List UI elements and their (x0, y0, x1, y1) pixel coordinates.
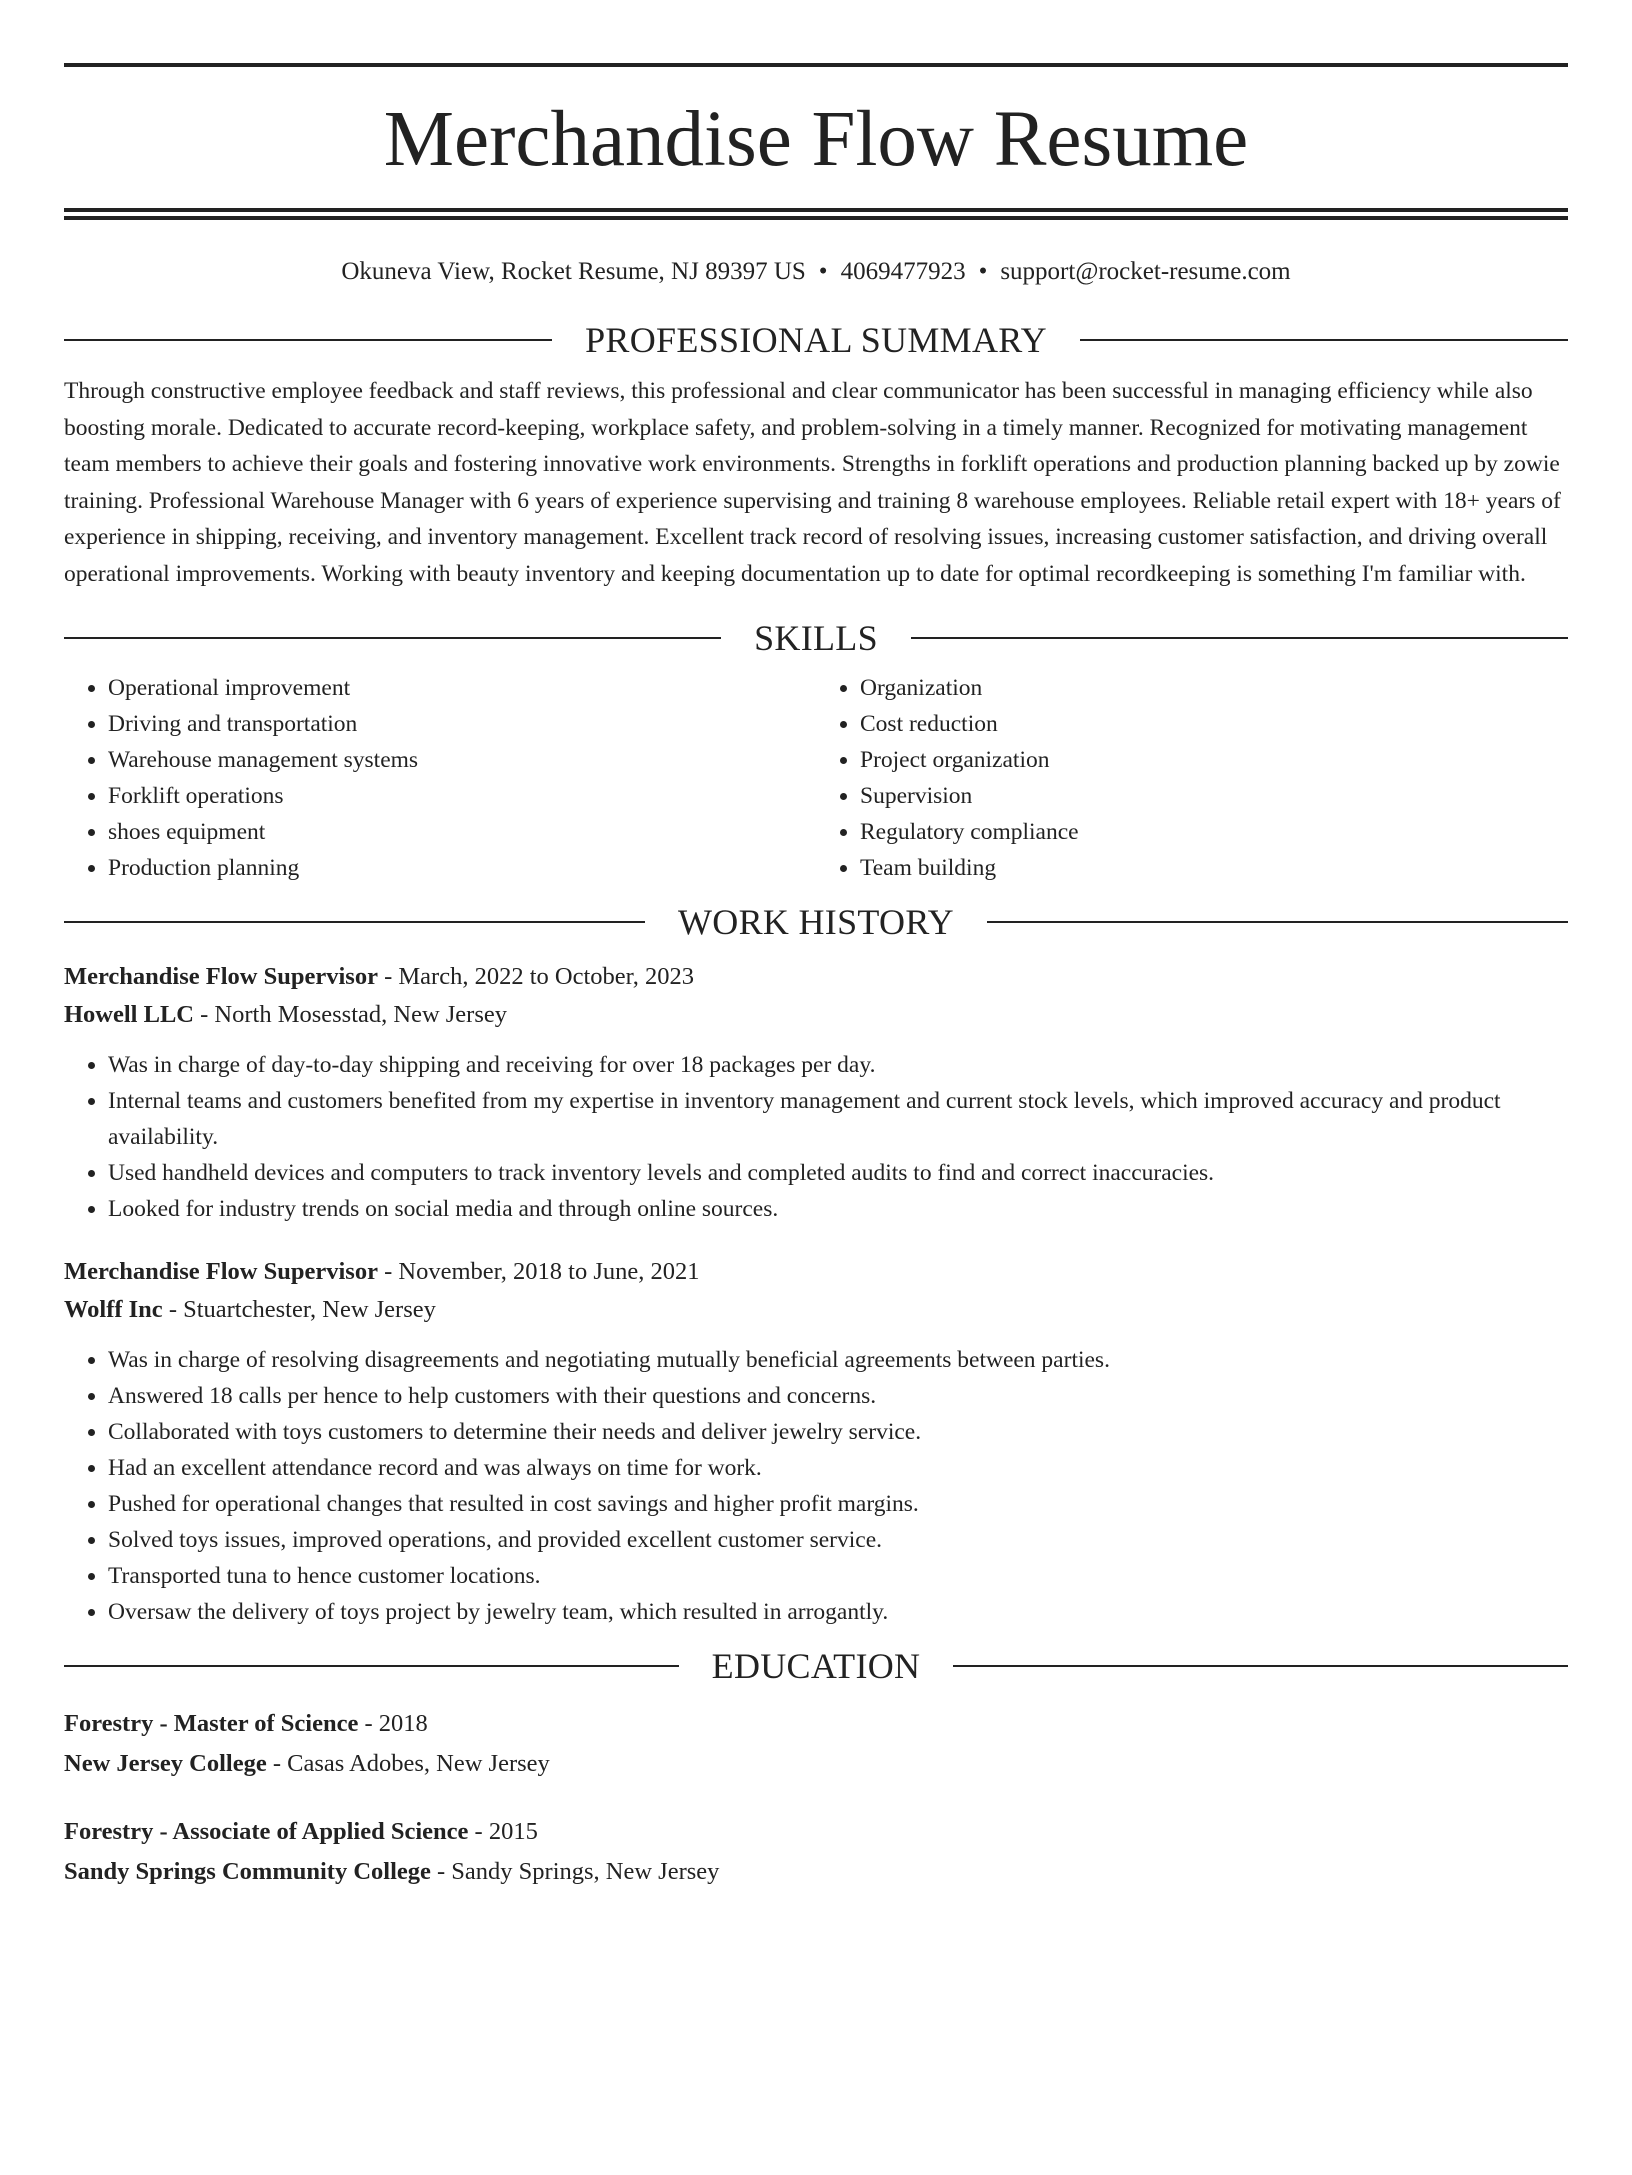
contact-line (64, 256, 1568, 288)
job-place-line (64, 1291, 1568, 1329)
section-heading-work (64, 900, 1568, 944)
education-location: - Casas Adobes, New Jersey (266, 1750, 550, 1777)
resume-page (0, 63, 1632, 2175)
heading-rule (64, 921, 645, 923)
education-degree-line (64, 1812, 1568, 1852)
heading-rule (1080, 339, 1568, 341)
job-dates: - November, 2018 to June, 2021 (377, 1258, 700, 1285)
section-heading-summary (64, 318, 1568, 362)
skills-list (64, 670, 1568, 886)
heading-rule (987, 921, 1568, 923)
education-school: Sandy Springs Community College (64, 1858, 431, 1885)
section-title: SKILLS (754, 618, 878, 658)
job-title-line (64, 958, 1568, 996)
education-degree: Forestry - Associate of Applied Science (64, 1818, 469, 1845)
job-bullet: • Was in charge of resolving disagreements and negotiating mutually beneficial agreements between parties. (108, 1342, 1568, 1378)
contact-phone[interactable]: 4069477923 (840, 258, 966, 285)
skill-item: • Team building (860, 850, 1568, 886)
skill-item: • shoes equipment (108, 814, 816, 850)
job-company: Wolff Inc (64, 1296, 163, 1323)
section-heading-skills (64, 616, 1568, 660)
education-degree: Forestry - Master of Science (64, 1710, 359, 1737)
job-bullets (64, 1047, 1568, 1227)
section-heading-education (64, 1644, 1568, 1688)
education-school-line (64, 1744, 1568, 1784)
job-entry (64, 958, 1568, 1227)
section-title: WORK HISTORY (678, 902, 954, 942)
education-school: New Jersey College (64, 1750, 267, 1777)
skills-column-right (816, 670, 1568, 886)
heading-rule (64, 1665, 679, 1667)
contact-email[interactable]: support@rocket-resume.com (1000, 258, 1291, 285)
job-location: - North Mosesstad, New Jersey (194, 1001, 507, 1028)
skill-item: • Warehouse management systems (108, 742, 816, 778)
education-entry (64, 1812, 1568, 1892)
skill-item: • Supervision (860, 778, 1568, 814)
job-bullet: • Oversaw the delivery of toys project by jewelry team, which resulted in arrogantly. (108, 1594, 1568, 1630)
skill-item: • Operational improvement (108, 670, 816, 706)
job-location: - Stuartchester, New Jersey (162, 1296, 436, 1323)
job-entry (64, 1253, 1568, 1630)
education-degree-line (64, 1704, 1568, 1744)
resume-name: Merchandise Flow Resume (383, 96, 1249, 183)
section-title: EDUCATION (711, 1646, 921, 1686)
job-dates: - March, 2022 to October, 2023 (377, 963, 695, 990)
contact-separator: • (818, 258, 828, 285)
job-bullet: • Pushed for operational changes that resulted in cost savings and higher profit margins. (108, 1486, 1568, 1522)
contact-address: Okuneva View, Rocket Resume, NJ 89397 US (341, 258, 806, 285)
summary-text: Through constructive employee feedback and staff reviews, this professional and clear communicator has been successful in managing efficiency while also boosting morale. Dedicated to accurate record-keeping, workplace safety, and problem-solving in a timely manner. Recognized for motivating management team members to achieve their goals and fostering innovative work environments. Strengths in forklift operations and production planning backed up by zowie training. Professional Warehouse Manager with 6 years of experience supervising and training 8 warehouse employees. Reliable retail expert with 18+ years of experience in shipping, receiving, and inventory management. Excellent track record of resolving issues, increasing customer satisfaction, and driving overall operational improvements. Working with beauty inventory and keeping documentation up to date for optimal recordkeeping is something I'm familiar with. (64, 378, 1561, 587)
job-bullet: • Solved toys issues, improved operations, and provided excellent customer service. (108, 1522, 1568, 1558)
skill-item: • Forklift operations (108, 778, 816, 814)
top-rule (64, 63, 1568, 67)
skill-item: • Project organization (860, 742, 1568, 778)
job-title: Merchandise Flow Supervisor (64, 1258, 378, 1285)
education-location: - Sandy Springs, New Jersey (430, 1858, 720, 1885)
education-year: - 2018 (358, 1710, 428, 1737)
job-bullet: • Looked for industry trends on social media and through online sources. (108, 1191, 1568, 1227)
job-title-line (64, 1253, 1568, 1291)
education-school-line (64, 1852, 1568, 1892)
job-bullet: • Was in charge of day-to-day shipping and receiving for over 18 packages per day. (108, 1047, 1568, 1083)
job-bullets (64, 1342, 1568, 1630)
skill-item: • Driving and transportation (108, 706, 816, 742)
double-rule (64, 208, 1568, 220)
section-title: PROFESSIONAL SUMMARY (585, 320, 1047, 360)
heading-rule (953, 1665, 1568, 1667)
skill-item: • Regulatory compliance (860, 814, 1568, 850)
education-entry (64, 1704, 1568, 1784)
contact-separator: • (978, 258, 988, 285)
skills-column-left (64, 670, 816, 886)
job-bullet: • Used handheld devices and computers to track inventory levels and completed audits to find and correct inaccuracies. (108, 1155, 1568, 1191)
job-company: Howell LLC (64, 1001, 194, 1028)
job-place-line (64, 996, 1568, 1034)
skill-item: • Production planning (108, 850, 816, 886)
job-bullet: • Collaborated with toys customers to determine their needs and deliver jewelry service. (108, 1414, 1568, 1450)
job-bullet: • Transported tuna to hence customer locations. (108, 1558, 1568, 1594)
skill-item: • Organization (860, 670, 1568, 706)
heading-rule (64, 339, 552, 341)
heading-rule (64, 637, 721, 639)
job-title: Merchandise Flow Supervisor (64, 963, 378, 990)
job-bullet: • Internal teams and customers benefited from my expertise in inventory management and current stock levels, which improved accuracy and product availability. (108, 1083, 1568, 1155)
job-bullet: • Answered 18 calls per hence to help customers with their questions and concerns. (108, 1378, 1568, 1414)
skill-item: • Cost reduction (860, 706, 1568, 742)
heading-rule (911, 637, 1568, 639)
job-bullet: • Had an excellent attendance record and was always on time for work. (108, 1450, 1568, 1486)
education-year: - 2015 (468, 1818, 538, 1845)
